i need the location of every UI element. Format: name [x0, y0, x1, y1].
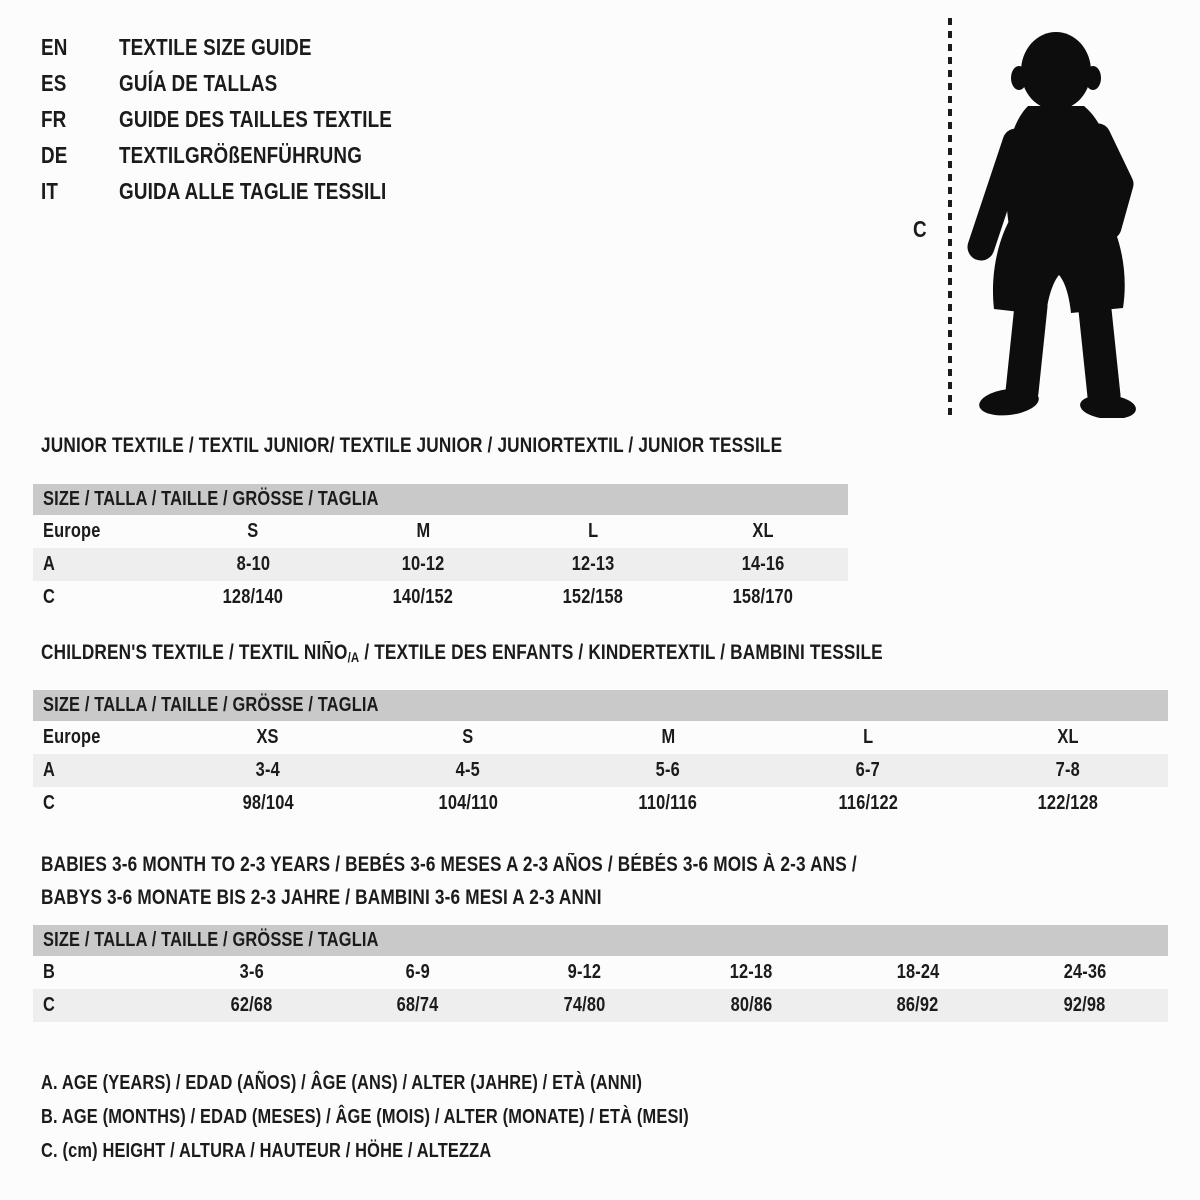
age-cell: [368, 759, 568, 782]
row-label: A: [43, 553, 56, 575]
cell-value: 6-9: [405, 961, 431, 983]
size-header-bar: [33, 690, 1168, 721]
row-label-cell: [33, 553, 168, 576]
height-cell: [168, 994, 335, 1017]
legend-text: B. AGE (MONTHS) / EDAD (MESES) / ÂGE (MOIS) / ALTER (MONATE) / ETÀ (MESI): [41, 1105, 689, 1128]
language-title: GUIDA ALLE TAGLIE TESSILI: [119, 177, 387, 204]
cell-value: XL: [752, 520, 774, 542]
cell-value: M: [661, 726, 675, 748]
measure-legend: [41, 1066, 831, 1168]
size-header-label: SIZE / TALLA / TAILLE / GRÖSSE / TAGLIA: [43, 488, 379, 510]
size-header-bar: [33, 925, 1168, 956]
cell-value: 74/80: [563, 994, 606, 1016]
cell-value: 104/110: [438, 792, 498, 814]
language-row-es: [41, 65, 452, 101]
cell-value: 18-24: [896, 961, 940, 983]
row-label-cell: [33, 961, 168, 984]
height-cell: [335, 994, 502, 1017]
legend-line-c: [41, 1134, 831, 1168]
age-cell: [768, 759, 968, 782]
row-label-cell: [33, 792, 168, 815]
language-title: TEXTILE SIZE GUIDE: [119, 33, 312, 60]
cell-value: 110/116: [638, 792, 698, 814]
cell-value: 12-18: [729, 961, 773, 983]
cell-value: XS: [256, 726, 280, 748]
cell-value: 98/104: [242, 792, 294, 814]
language-code: ES: [41, 69, 67, 96]
junior-section-title: [41, 429, 945, 462]
months-cell: [501, 961, 668, 984]
size-cell: [768, 726, 968, 749]
row-label: Europe: [43, 726, 101, 748]
cell-value: 158/170: [732, 586, 794, 608]
age-cell: [678, 553, 848, 576]
row-label-cell: [33, 994, 168, 1017]
cell-value: 3-6: [239, 961, 264, 983]
children-title-suffix: / TEXTILE DES ENFANTS / KINDERTEXTIL / BAMBINI TESSILE: [359, 641, 883, 664]
size-cell: [368, 726, 568, 749]
cell-value: S: [462, 726, 474, 748]
cell-value: 9-12: [567, 961, 602, 983]
size-header-bar: [33, 484, 848, 515]
months-cell: [668, 961, 835, 984]
cell-value: 128/140: [222, 586, 284, 608]
children-size-table: [33, 690, 1168, 820]
cell-value: 5-6: [655, 759, 681, 781]
children-title-text: [41, 636, 883, 671]
age-cell: [968, 759, 1168, 782]
months-cell: [335, 961, 502, 984]
months-cell: [168, 961, 335, 984]
months-cell: [835, 961, 1002, 984]
measure-letter: C: [913, 216, 927, 242]
size-cell: [968, 726, 1168, 749]
height-cell: [338, 586, 508, 609]
age-cell: [568, 759, 768, 782]
table-row-europe: [33, 721, 1168, 754]
babies-title-line1: BABIES 3-6 MONTH TO 2-3 YEARS / BEBÉS 3-6 MESES A 2-3 AÑOS / BÉBÉS 3-6 MOIS À 2-3 ANS /: [41, 853, 857, 876]
table-row-height: [33, 787, 1168, 820]
cell-value: 10-12: [401, 553, 445, 575]
children-section-title: [41, 636, 1068, 671]
cell-value: 68/74: [397, 994, 439, 1016]
cell-value: 62/68: [230, 994, 273, 1016]
children-title-prefix: CHILDREN'S TEXTILE / TEXTIL NIÑO: [41, 641, 348, 664]
table-row-europe: [33, 515, 848, 548]
height-cell: [835, 994, 1002, 1017]
junior-title-text: JUNIOR TEXTILE / TEXTIL JUNIOR/ TEXTILE JUNIOR / JUNIORTEXTIL / JUNIOR TESSILE: [41, 434, 783, 457]
height-cell: [168, 792, 368, 815]
cell-value: 24-36: [1063, 961, 1107, 983]
cell-value: 6-7: [855, 759, 881, 781]
table-row-age: [33, 754, 1168, 787]
size-cell: [168, 726, 368, 749]
row-label: C: [43, 586, 56, 608]
height-cell: [968, 792, 1168, 815]
language-row-en: [41, 29, 452, 65]
cell-value: 4-5: [455, 759, 481, 781]
age-cell: [168, 553, 338, 576]
legend-text: C. (cm) HEIGHT / ALTURA / HAUTEUR / HÖHE / ALTEZZA: [41, 1139, 492, 1162]
table-row-height: [33, 581, 848, 614]
baby-silhouette-icon: [950, 14, 1145, 418]
age-cell: [508, 553, 678, 576]
size-cell: [168, 520, 338, 543]
size-header-label: SIZE / TALLA / TAILLE / GRÖSSE / TAGLIA: [43, 694, 379, 716]
language-title: GUÍA DE TALLAS: [119, 69, 278, 96]
size-cell: [508, 520, 678, 543]
height-cell: [768, 792, 968, 815]
size-cell: [568, 726, 768, 749]
height-cell: [568, 792, 768, 815]
cell-value: S: [247, 520, 259, 542]
cell-value: 7-8: [1055, 759, 1081, 781]
legend-text: A. AGE (YEARS) / EDAD (AÑOS) / ÂGE (ANS) / ALTER (JAHRE) / ETÀ (ANNI): [41, 1071, 643, 1094]
height-cell: [1001, 994, 1168, 1017]
size-cell: [678, 520, 848, 543]
cell-value: 12-13: [571, 553, 615, 575]
row-label-cell: [33, 726, 168, 749]
cell-value: 3-4: [255, 759, 281, 781]
junior-size-table: [33, 484, 848, 614]
size-header-label: SIZE / TALLA / TAILLE / GRÖSSE / TAGLIA: [43, 929, 379, 951]
legend-line-b: [41, 1100, 831, 1134]
cell-value: 122/128: [1037, 792, 1099, 814]
height-cell: [168, 586, 338, 609]
months-cell: [1001, 961, 1168, 984]
legend-line-a: [41, 1066, 831, 1100]
row-label-cell: [33, 586, 168, 609]
height-cell: [508, 586, 678, 609]
children-title-subscript: /A: [347, 649, 360, 665]
row-label: B: [43, 961, 56, 983]
cell-value: XL: [1057, 726, 1079, 748]
height-cell: [368, 792, 568, 815]
cell-value: 116/122: [838, 792, 898, 814]
language-row-de: [41, 137, 452, 173]
row-label-cell: [33, 759, 168, 782]
row-label: C: [43, 792, 56, 814]
language-row-it: [41, 173, 452, 209]
cell-value: 86/92: [897, 994, 939, 1016]
cell-value: 8-10: [236, 553, 270, 575]
cell-value: L: [862, 726, 874, 748]
language-code: DE: [41, 141, 68, 168]
babies-section-title: [41, 848, 1036, 914]
language-title: TEXTILGRÖßENFÜHRUNG: [119, 141, 363, 168]
cell-value: 14-16: [741, 553, 785, 575]
table-row-height: [33, 989, 1168, 1022]
height-cell: [678, 586, 848, 609]
language-title: GUIDE DES TAILLES TEXTILE: [119, 105, 393, 132]
size-cell: [338, 520, 508, 543]
language-code: FR: [41, 105, 67, 132]
table-row-age: [33, 548, 848, 581]
age-cell: [168, 759, 368, 782]
row-label: C: [43, 994, 56, 1016]
height-cell: [501, 994, 668, 1017]
babies-title-line2: BABYS 3-6 MONATE BIS 2-3 JAHRE / BAMBINI 3-6 MESI A 2-3 ANNI: [41, 886, 602, 909]
language-code: EN: [41, 33, 68, 60]
babies-size-table: [33, 925, 1168, 1022]
row-label-cell: [33, 520, 168, 543]
table-row-months: [33, 956, 1168, 989]
language-title-list: [41, 29, 452, 209]
height-cell: [668, 994, 835, 1017]
age-cell: [338, 553, 508, 576]
language-row-fr: [41, 101, 452, 137]
cell-value: 92/98: [1063, 994, 1106, 1016]
language-code: IT: [41, 177, 59, 204]
cell-value: M: [416, 520, 430, 542]
cell-value: 80/86: [730, 994, 773, 1016]
height-measure-label: [913, 216, 930, 243]
cell-value: 152/158: [562, 586, 624, 608]
row-label: Europe: [43, 520, 101, 542]
cell-value: 140/152: [392, 586, 454, 608]
cell-value: L: [587, 520, 599, 542]
row-label: A: [43, 759, 56, 781]
